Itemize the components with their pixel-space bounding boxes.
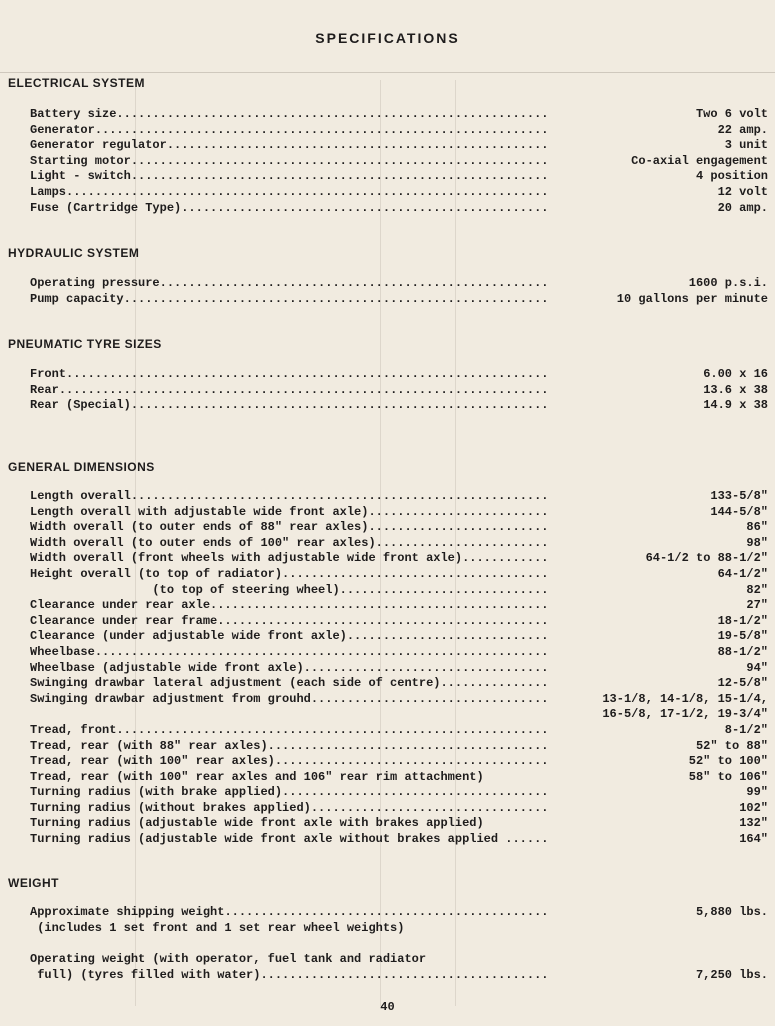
- dot-leader: [318, 692, 550, 708]
- section-heading: PNEUMATIC TYRE SIZES: [8, 337, 162, 351]
- dot-leader: [260, 968, 550, 984]
- dot-leader: [340, 583, 550, 599]
- spec-label-text: full) (tyres filled with water): [30, 967, 261, 982]
- spec-label: [30, 367, 550, 383]
- spec-rows: [30, 107, 768, 216]
- spec-row: [30, 598, 768, 614]
- spec-row: [30, 801, 768, 817]
- spec-row: [30, 505, 768, 521]
- spec-row: [30, 169, 768, 185]
- spec-value: 3 unit: [724, 138, 768, 153]
- spec-label-text: Tread, rear (with 100" rear axles): [30, 754, 275, 769]
- spec-label-text: Lamps: [30, 184, 67, 199]
- spec-row: [30, 629, 768, 645]
- section-heading: GENERAL DIMENSIONS: [8, 460, 155, 474]
- dot-leader: [224, 905, 550, 921]
- spec-row: [30, 398, 768, 414]
- spec-label-text: Turning radius (adjustable wide front axle without brakes applied ...: [30, 832, 527, 847]
- spec-label: [30, 383, 550, 399]
- spec-value: 144-5/8": [710, 504, 768, 519]
- spec-label: [30, 707, 550, 723]
- spec-value: 132": [739, 816, 768, 831]
- spec-label-text: Turning radius (with brake applied): [30, 785, 283, 800]
- spec-row: [30, 123, 768, 139]
- spec-value: 12 volt: [717, 184, 768, 199]
- dot-leader: [95, 645, 550, 661]
- spec-row: [30, 921, 768, 937]
- spec-row: [30, 489, 768, 505]
- section-heading: WEIGHT: [8, 876, 59, 890]
- page-title: SPECIFICATIONS: [315, 30, 460, 46]
- spec-label: [30, 832, 550, 848]
- spacer: [30, 936, 768, 952]
- spec-label-text: Rear: [30, 382, 59, 397]
- spec-row: [30, 201, 768, 217]
- spec-label-text: Turning radius (without brakes applied): [30, 800, 311, 815]
- dot-leader: [131, 169, 550, 185]
- spec-label-text: Turning radius (adjustable wide front axle with brakes applied): [30, 816, 484, 831]
- spec-label: [30, 692, 550, 708]
- spec-rows: [30, 367, 768, 414]
- spec-label-text: (to top of steering wheel): [30, 582, 340, 597]
- spec-label: [30, 107, 550, 123]
- spec-row: [30, 645, 768, 661]
- spec-value: 16-5/8, 17-1/2, 19-3/4": [602, 707, 768, 722]
- spec-row: [30, 707, 768, 723]
- dot-leader: [462, 551, 550, 567]
- spec-row: [30, 692, 768, 708]
- dot-leader: [167, 138, 550, 154]
- background-rule: [0, 72, 775, 73]
- spec-label: [30, 968, 550, 984]
- dot-leader: [368, 520, 550, 536]
- dot-leader: [376, 536, 550, 552]
- section-tyres: [0, 335, 775, 413]
- spec-label: [30, 816, 550, 832]
- spec-label: [30, 801, 550, 817]
- spec-value: 64-1/2": [717, 566, 768, 581]
- dot-leader: [95, 123, 550, 139]
- spec-row: [30, 968, 768, 984]
- dot-leader: [59, 383, 550, 399]
- spec-label-text: Clearance under rear frame: [30, 613, 218, 628]
- section-electrical: [0, 74, 775, 215]
- spec-label: [30, 754, 550, 770]
- section-weight: [0, 874, 775, 982]
- spec-rows: [30, 276, 768, 307]
- spec-label: [30, 489, 550, 505]
- dot-leader: [426, 952, 550, 968]
- dot-leader: [347, 629, 550, 645]
- dot-leader: [275, 754, 550, 770]
- spec-value: 102": [739, 800, 768, 815]
- spec-label-text: Generator: [30, 122, 95, 137]
- spec-value: 82": [746, 582, 768, 597]
- spec-value: 14.9 x 38: [703, 398, 768, 413]
- spec-label-text: Starting motor: [30, 153, 131, 168]
- spec-value: 64-1/2 to 88-1/2": [645, 551, 768, 566]
- spec-label-text: Tread, front: [30, 722, 117, 737]
- spec-label: [30, 952, 550, 968]
- dot-leader: [116, 723, 550, 739]
- spec-label: [30, 785, 550, 801]
- spec-row: [30, 832, 768, 848]
- spec-value: 1600 p.s.i.: [688, 276, 768, 290]
- spec-rows: [30, 905, 768, 983]
- spec-row: [30, 785, 768, 801]
- spec-label: [30, 614, 550, 630]
- spec-row: [30, 383, 768, 399]
- spec-value: 94": [746, 660, 768, 675]
- spec-label-text: Operating weight (with operator, fuel tank and radiator: [30, 952, 427, 967]
- spec-label-text: Width overall (front wheels with adjustable wide front axle): [30, 551, 463, 566]
- spec-label-text: Swinging drawbar lateral adjustment (each side of centre): [30, 676, 441, 691]
- dot-leader: [311, 801, 550, 817]
- spec-label: [30, 905, 550, 921]
- spec-label: [30, 185, 550, 201]
- spec-value: 22 amp.: [717, 122, 768, 137]
- dot-leader: [116, 107, 550, 123]
- dot-leader: [217, 614, 550, 630]
- spec-value: 4 position: [695, 169, 768, 184]
- spec-row: [30, 276, 768, 292]
- spec-label-text: Pump capacity: [30, 291, 124, 306]
- dot-leader: [484, 770, 550, 786]
- spec-value: Two 6 volt: [695, 107, 768, 121]
- spec-label-text: Width overall (to outer ends of 88" rear axles): [30, 520, 369, 535]
- spec-value: 20 amp.: [717, 200, 768, 215]
- spec-row: [30, 536, 768, 552]
- page-number: 40: [380, 1000, 395, 1014]
- spec-value: 133-5/8": [710, 489, 768, 503]
- spec-label-text: Wheelbase (adjustable wide front axle): [30, 660, 304, 675]
- spec-label: [30, 661, 550, 677]
- spec-label-text: Clearance (under adjustable wide front axle): [30, 629, 347, 644]
- spec-label: [30, 567, 550, 583]
- spec-value: 19-5/8": [717, 629, 768, 644]
- spec-value: 99": [746, 785, 768, 800]
- spec-value: 10 gallons per minute: [616, 291, 768, 306]
- spec-value: 6.00 x 16: [703, 367, 768, 381]
- dot-leader: [304, 661, 550, 677]
- spec-label: [30, 138, 550, 154]
- spec-row: [30, 952, 768, 968]
- spec-label: [30, 123, 550, 139]
- dot-leader: [131, 489, 550, 505]
- dot-leader: [282, 567, 550, 583]
- spec-row: [30, 676, 768, 692]
- dot-leader: [440, 676, 550, 692]
- spec-row: [30, 551, 768, 567]
- dot-leader: [30, 707, 550, 723]
- spec-value: 86": [746, 520, 768, 535]
- spec-row: [30, 154, 768, 170]
- spec-label-text: (includes 1 set front and 1 set rear wheel weights): [30, 920, 405, 935]
- spec-row: [30, 770, 768, 786]
- spec-row: [30, 754, 768, 770]
- dot-leader: [131, 398, 550, 414]
- spec-label-text: Length overall with adjustable wide front axle): [30, 504, 369, 519]
- spec-value: 88-1/2": [717, 644, 768, 659]
- spec-label-text: Wheelbase: [30, 644, 95, 659]
- spec-label-text: Tread, rear (with 88" rear axles): [30, 738, 268, 753]
- spec-row: [30, 614, 768, 630]
- spec-label-text: Fuse (Cartridge Type): [30, 200, 182, 215]
- spec-label-text: Front: [30, 367, 67, 381]
- spec-value: 7,250 lbs.: [695, 967, 768, 982]
- dot-leader: [368, 505, 550, 521]
- section-heading: HYDRAULIC SYSTEM: [8, 246, 140, 260]
- spec-value: 13-1/8, 14-1/8, 15-1/4,: [602, 691, 768, 706]
- spec-row: [30, 739, 768, 755]
- dot-leader: [124, 292, 550, 308]
- spec-label: [30, 583, 550, 599]
- spec-value: 52" to 88": [695, 738, 768, 753]
- spec-label-text: Swinging drawbar adjustment from grouhd.: [30, 691, 319, 706]
- spec-value: 164": [739, 832, 768, 847]
- spec-label-text: Light - switch: [30, 169, 131, 184]
- spec-label: [30, 201, 550, 217]
- spec-label-text: Approximate shipping weight: [30, 905, 225, 919]
- spec-value: [550, 921, 768, 937]
- spec-value: 8-1/2": [724, 722, 768, 737]
- spec-label: [30, 723, 550, 739]
- spec-label: [30, 292, 550, 308]
- section-hydraulic: [0, 244, 775, 306]
- spec-value: 12-5/8": [717, 676, 768, 691]
- spec-value: 5,880 lbs.: [695, 905, 768, 919]
- spec-row: [30, 185, 768, 201]
- spec-rows: [30, 489, 768, 848]
- spec-row: [30, 292, 768, 308]
- spec-row: [30, 107, 768, 123]
- dot-leader: [484, 816, 550, 832]
- dot-leader: [404, 921, 550, 937]
- spec-label: [30, 169, 550, 185]
- spec-label-text: Clearance under rear axle: [30, 598, 211, 613]
- spec-value: 13.6 x 38: [703, 382, 768, 397]
- dot-leader: [210, 598, 550, 614]
- spec-value: 27": [746, 598, 768, 613]
- spec-label: [30, 645, 550, 661]
- spec-label-text: Height overall (to top of radiator): [30, 566, 283, 581]
- spec-label: [30, 520, 550, 536]
- spec-row: [30, 520, 768, 536]
- dot-leader: [282, 785, 550, 801]
- spec-value: 52" to 100": [688, 754, 768, 769]
- dot-leader: [181, 201, 550, 217]
- spec-label-text: Width overall (to outer ends of 100" rear axles): [30, 535, 376, 550]
- spec-row: [30, 905, 768, 921]
- spec-label: [30, 629, 550, 645]
- spec-row: [30, 816, 768, 832]
- dot-leader: [160, 276, 550, 292]
- spec-value: Co-axial engagement: [631, 153, 768, 168]
- spec-label-text: Length overall: [30, 489, 131, 503]
- dot-leader: [268, 739, 550, 755]
- spec-row: [30, 661, 768, 677]
- spec-label: [30, 770, 550, 786]
- spec-row: [30, 583, 768, 599]
- spec-label: [30, 536, 550, 552]
- spec-label: [30, 921, 550, 937]
- spec-label-text: Rear (Special): [30, 398, 131, 413]
- spec-row: [30, 723, 768, 739]
- section-dimensions: [0, 458, 775, 847]
- dot-leader: [66, 367, 550, 383]
- spec-value: [550, 952, 768, 968]
- dot-leader: [66, 185, 550, 201]
- spec-label: [30, 739, 550, 755]
- spec-label: [30, 505, 550, 521]
- spec-value: 18-1/2": [717, 613, 768, 628]
- spec-value: 98": [746, 535, 768, 550]
- spec-label: [30, 598, 550, 614]
- spec-label: [30, 154, 550, 170]
- spec-row: [30, 138, 768, 154]
- spec-label: [30, 398, 550, 414]
- spec-row: [30, 567, 768, 583]
- spec-label-text: Battery size: [30, 107, 117, 121]
- spec-label: [30, 676, 550, 692]
- spec-value: 58" to 106": [688, 769, 768, 784]
- spec-label: [30, 276, 550, 292]
- section-heading: ELECTRICAL SYSTEM: [8, 76, 145, 90]
- spec-row: [30, 367, 768, 383]
- spec-label: [30, 551, 550, 567]
- dot-leader: [131, 154, 550, 170]
- dot-leader: [527, 832, 550, 848]
- spec-label-text: Operating pressure: [30, 276, 160, 290]
- spec-label-text: Generator regulator: [30, 138, 167, 153]
- spec-label-text: Tread, rear (with 100" rear axles and 106" rear rim attachment): [30, 769, 484, 784]
